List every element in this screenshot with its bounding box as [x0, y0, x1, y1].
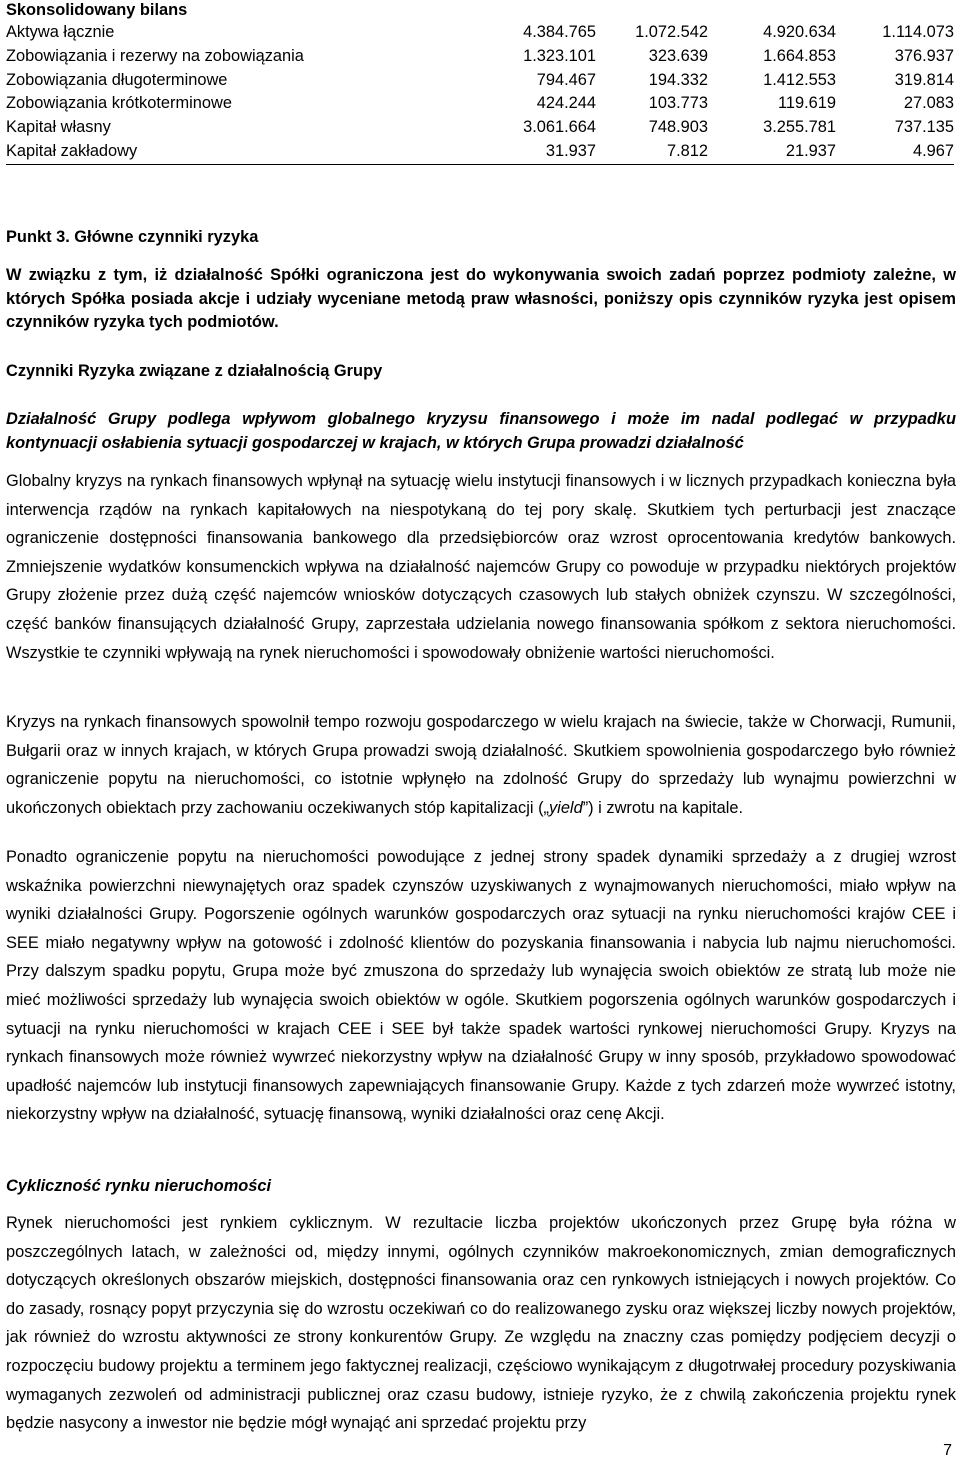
row-value: 1.664.853	[763, 46, 836, 65]
row-value: 194.332	[648, 70, 708, 89]
row-value: 4.920.634	[763, 23, 836, 41]
row-value: 1.114.073	[882, 23, 954, 41]
row-label: Aktywa łącznie	[6, 23, 115, 41]
row-value: 31.937	[476, 140, 596, 164]
row-value: 748.903	[648, 118, 708, 137]
row-value: 4.384.765	[523, 23, 596, 41]
row-value: 1.412.553	[763, 70, 836, 89]
row-label: Kapitał zakładowy	[6, 140, 476, 164]
row-value: 737.135	[894, 118, 954, 137]
row-value: 323.639	[648, 46, 708, 65]
row-value: 3.061.664	[523, 118, 596, 137]
row-value: 3.255.781	[763, 118, 836, 137]
row-value: 27.083	[903, 94, 954, 113]
paragraph-3: Ponadto ograniczenie popytu na nieruchomości powodujące z jednej strony spadek dynamiki sprzedaży a z drugiej wzrost wskaźnika powierzchni niewynajętych oraz spadek czynszów uzyskiwanych z wynajmowanych nieruchomości, miało wpływ na wyniki działalności Grupy. Pogorszenie ogólnych warunków gospodarczych oraz sytuacji na rynku nieruchomości krajów CEE i SEE miało negatywny wpływ na gotowość i zdolność klientów do pozyskania finansowania i nabycia lub najmu nieruchomości. Przy dalszym spadku popytu, Grupa może być zmuszona do sprzedaży lub wynajęcia swoich obiektów ze stratą lub może nie mieć możliwości sprzedaży lub wynajęcia swoich obiektów w ogóle. Skutkiem pogorszenia ogólnych warunków gospodarczych i sytuacji na rynku nieruchomości w krajach CEE i SEE był także spadek wartości rynkowej nieruchomości Grupy. Kryzys na rynkach finansowych może również wywrzeć niekorzystny wpływ na działalność Grupy w inny sposób, przykładowo spowodować upadłość najemców lub instytucji finansowych zapewniających finansowanie Grupy. Każde z tych zdarzeń może wywrzeć istotny, niekorzystny wpływ na działalność, sytuację finansową, wyniki działalności oraz cenę Akcji.	[6, 848, 956, 1124]
page-number: 7	[943, 1442, 952, 1459]
row-value: 319.814	[894, 70, 954, 89]
table-row	[6, 21, 954, 45]
balance-table	[6, 21, 954, 165]
section-heading: Punkt 3. Główne czynniki ryzyka	[6, 228, 259, 246]
risk-title: Działalność Grupy podlega wpływom globalnego kryzysu finansowego i może im nadal podlegać w przypadku kontynuacji osłabienia sytuacji gospodarczej w krajach, w których Grupa prowadzi działalność	[6, 410, 956, 452]
table-row	[6, 92, 954, 116]
row-label: Zobowiązania i rezerwy na zobowiązania	[6, 46, 304, 65]
paragraph-2: Kryzys na rynkach finansowych spowolnił tempo rozwoju gospodarczego w wielu krajach na świecie, także w Chorwacji, Rumunii, Bułgarii oraz w innych krajach, w których Grupa prowadzi swoją działalność. Skutkiem spowolnienia gospodarczego było również ograniczenie popytu na nieruchomości, co istotnie wpłynęło na zdolność Grupy do sprzedaży lub wynajmu powierzchni w ukończonych obiektach przy zachowaniu oczekiwanych stóp kapitalizacji („yield”) i zwrotu na kapitale.	[6, 713, 956, 817]
row-value: 1.072.542	[635, 23, 708, 41]
table-row	[6, 116, 954, 140]
intro-paragraph: W związku z tym, iż działalność Spółki ograniczona jest do wykonywania swoich zadań poprzez podmioty zależne, w których Spółka posiada akcje i udziały wyceniane metodą praw własności, poniższy opis czynników ryzyka jest opisem czynników ryzyka tych podmiotów.	[6, 266, 956, 331]
document-page	[6, 0, 956, 1433]
row-value: 794.467	[536, 70, 596, 89]
row-value: 4.967	[836, 140, 954, 164]
row-value: 21.937	[708, 140, 836, 164]
row-value: 424.244	[536, 94, 596, 113]
row-value: 103.773	[648, 94, 708, 113]
table-row	[6, 45, 954, 69]
paragraph-4: Rynek nieruchomości jest rynkiem cyklicznym. W rezultacie liczba projektów ukończonych przez Grupę była różna w poszczególnych latach, w zależności od, między innymi, ogólnych czynników makroekonomicznych, zmian demograficznych dotyczących określonych obszarów miejskich, dostępności finansowania oraz cen rynkowych istniejących i nowych projektów. Co do zasady, rosnący popyt przyczynia się do wzrostu oczekiwań co do realizowanego zysku oraz większej liczby nowych projektów, jak również do wzrostu aktywności ze strony konkurentów Grupy. Ze względu na znaczny czas pomiędzy podjęciem decyzji o rozpoczęciu budowy projektu a terminem jego faktycznej realizacji, częściowo wynikającym z długotrwałej procedury pozyskiwania wymaganych zezwoleń od administracji publicznej oraz czasu budowy, istnieje ryzyko, że z chwilą zakończenia projektu rynek będzie nasycony a inwestor nie będzie mógł wynająć ani sprzedać projektu przy	[6, 1214, 956, 1433]
row-label: Zobowiązania długoterminowe	[6, 70, 228, 89]
row-value: 376.937	[894, 46, 954, 65]
row-value: 7.812	[596, 140, 708, 164]
table-row	[6, 140, 954, 164]
row-value: 119.619	[777, 94, 836, 113]
risk-subheading: Czynniki Ryzyka związane z działalnością Grupy	[6, 362, 383, 380]
paragraph-1: Globalny kryzys na rynkach finansowych wpłynął na sytuację wielu instytucji finansowych i w licznych przypadkach konieczna była interwencja rządów na rynkach kapitałowych na niespotykaną do tej pory skalę. Skutkiem tych perturbacji jest znaczące ograniczenie dostępności finansowania bankowego dla przedsiębiorców oraz wzrost oprocentowania kredytów bankowych. Zmniejszenie wydatków konsumenckich wpływa na działalność najemców Grupy co powoduje w przypadku niektórych projektów Grupy złożenie przez dużą część najemców wniosków dotyczących czasowych lub stałych obniżek czynszu. W szczególności, część banków finansujących działalność Grupy, zaprzestała udzielania nowego finansowania spółkom z sektora nieruchomości. Wszystkie te czynniki wpływają na rynek nieruchomości i spowodowały obniżenie wartości nieruchomości.	[6, 472, 956, 662]
row-label: Zobowiązania krótkoterminowe	[6, 94, 232, 113]
table-title: Skonsolidowany bilans	[6, 1, 188, 19]
row-label: Kapitał własny	[6, 118, 111, 137]
cyclicality-heading: Cykliczność rynku nieruchomości	[6, 1177, 272, 1195]
table-row	[6, 69, 954, 93]
row-value: 1.323.101	[523, 46, 596, 65]
